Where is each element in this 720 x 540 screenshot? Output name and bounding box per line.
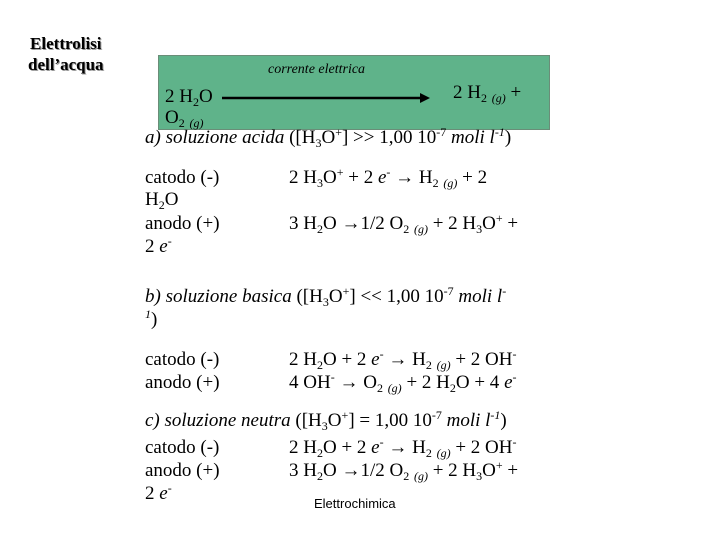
neutral-cathode-equation: 2 $H_2O + 2$ $e^- \to H_2$ $_{(g)}$ + 2 OH- <box>289 435 517 460</box>
overall-reactant: 2 $H_2O$ <box>165 86 213 109</box>
neutral-heading: c) soluzione neutra ($[H_3O^+] = 1,00$ $10^{-7}$ moli $l^{-1}$) <box>145 408 507 433</box>
side-title-line2: dell’acqua <box>28 55 104 74</box>
side-title-line1: Elettrolisi <box>30 34 102 53</box>
basic-cathode-equation: 2 $H_2O + 2$ $e^- \to H_2$ $_{(g)}$ + 2 OH- <box>289 347 517 372</box>
neutral-anode-cont: 2 e- <box>145 481 172 504</box>
arrow-icon: → <box>341 460 361 481</box>
acid-anode-equation: 3 $H_2O \to 1/2$ $O_2$ $_{(g)}$ + 2 $H_3O^+$ + <box>289 211 519 236</box>
basic-anode-label: anodo (+) <box>145 372 220 393</box>
footer-title: Elettrochimica <box>314 496 396 511</box>
overall-label: corrente elettrica <box>268 62 366 77</box>
neutral-anode-equation: 3 $H_2O \to 1/2$ $O_2$ $_{(g)}$ + 2 $H_3O^+$ + <box>289 458 519 483</box>
overall-product-a: 2 $H_2$ $_{(g)}$ + <box>453 82 522 105</box>
arrow-icon: → <box>341 213 361 234</box>
overall-product-b: $O_2$ $_{(g)}$ <box>165 107 204 130</box>
basic-heading-cont: $^1$) <box>145 307 158 330</box>
arrow-icon: → <box>395 167 415 188</box>
acid-anode-cont: 2 e- <box>145 234 172 257</box>
neutral-anode-label: anodo (+) <box>145 460 220 481</box>
basic-cathode-label: catodo (-) <box>145 349 220 370</box>
acid-heading: a) soluzione acida ($[H_3O^+] >> 1,00$ $10^{-7}$ moli $l^{-1}$) <box>145 125 512 150</box>
arrow-icon: → <box>339 372 359 393</box>
acid-cathode-equation: 2 $H_3O^+ + 2$ $e^- \to H_2$ $_{(g)}$ + 2 <box>289 165 488 190</box>
side-title <box>28 33 104 75</box>
acid-cathode-label: catodo (-) <box>145 167 220 188</box>
arrow-icon: → <box>388 437 408 458</box>
acid-anode-label: anodo (+) <box>145 213 220 234</box>
acid-cathode-cont: $H_2O$ <box>145 189 179 212</box>
basic-anode-equation: 4 $OH^- \to O_2$ $_{(g)}$ + 2 $H_2O + 4$ e- <box>289 370 517 395</box>
basic-heading: b) soluzione basica ($[H_3O^+] << 1,00$ $10^{-7}$ moli l- <box>145 284 507 309</box>
neutral-cathode-label: catodo (-) <box>145 437 220 458</box>
arrow-icon: → <box>388 349 408 370</box>
overall-arrow <box>222 92 432 104</box>
